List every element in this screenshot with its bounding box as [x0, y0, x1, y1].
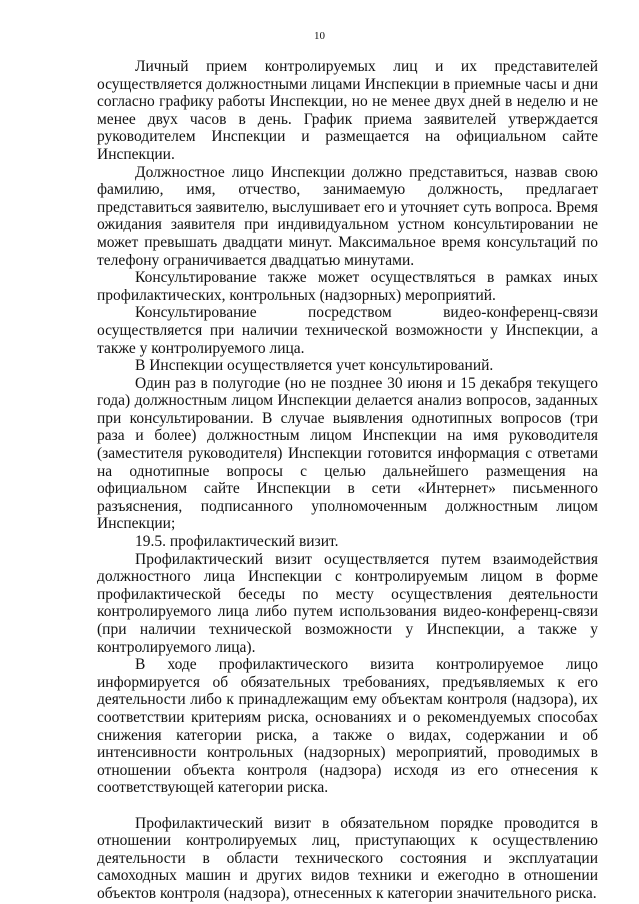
paragraph-consulting-events: Консультирование также может осуществляться в рамках иных профилактических, контрольных (надзорных) мероприятий.: [97, 269, 598, 304]
paragraph-section-heading: 19.5. профилактический визит.: [135, 533, 339, 551]
paragraph-consulting-record: В Инспекции осуществляется учет консультирований.: [135, 357, 494, 375]
paragraph-video-consulting: Консультирование посредством видео-конференц-связи осуществляется при наличии технической возможности у Инспекции, а также у контролируемого лица.: [97, 304, 598, 357]
body-text: [97, 58, 598, 903]
paragraph-visit-definition: Профилактический визит осуществляется путем взаимодействия должностного лица Инспекции с контролируемым лицом в форме профилактической беседы по месту осуществления деятельности контролируемого лица либо путем использования видео-конференц-связи (при наличии технической возможности у Инспекции, а также у контролируемого лица).: [97, 550, 598, 656]
page-number: 10: [314, 30, 325, 42]
paragraph-reception-hours: Личный прием контролируемых лиц и их представителей осуществляется должностными лицами Инспекции в приемные часы и дни согласно графику работы Инспекции, но не менее двух дней в неделю и не менее двух часов в день. График приема заявителей утверждается руководителем Инспекции и размещается на официальном сайте Инспекции.: [97, 58, 598, 163]
paragraph-visit-content: В ходе профилактического визита контролируемое лицо информируется об обязательных требованиях, предъявляемых к его деятельности либо к принадлежащим ему объектам контроля (надзора), их соответствии критериям риска, основаниях и о рекомендуемых способах снижения категории риска, а также о видах, содержании и об интенсивности контрольных (надзорных) мероприятий, проводимых в отношении объекта контроля (надзора) исходя из его отнесения к соответствующей категории риска.: [97, 656, 598, 797]
paragraph-semiannual-analysis: Один раз в полугодие (но не позднее 30 июня и 15 декабря текущего года) должностным лицом Инспекции делается анализ вопросов, заданных при консультировании. В случае выявления однотипных вопросов (три раза и более) должностным лицом Инспекции на имя руководителя (заместителя руководителя) Инспекции готовится информация с ответами на однотипные вопросы с целью дальнейшего размещения на официальном сайте Инспекции в сети «Интернет» письменного разъяснения, подписанного уполномоченным должностным лицом Инспекции;: [97, 374, 598, 533]
paragraph-official-introduction: Должностное лицо Инспекции должно представиться, назвав свою фамилию, имя, отчество, занимаемую должность, предлагает представиться заявителю, выслушивает его и уточняет суть вопроса. Время ожидания заявителя при индивидуальном устном консультировании не может превышать двадцати минут. Максимальное время консультаций по телефону ограничивается двадцатью минутами.: [97, 163, 598, 269]
paragraph-mandatory-visit: Профилактический визит в обязательном порядке проводится в отношении контролируемых лиц, приступающих к осуществлению деятельности в области технического состояния и эксплуатации самоходных машин и других видов техники и ежегодно в отношении объектов контроля (надзора), отнесенных к категории значительного риска.: [97, 814, 598, 902]
